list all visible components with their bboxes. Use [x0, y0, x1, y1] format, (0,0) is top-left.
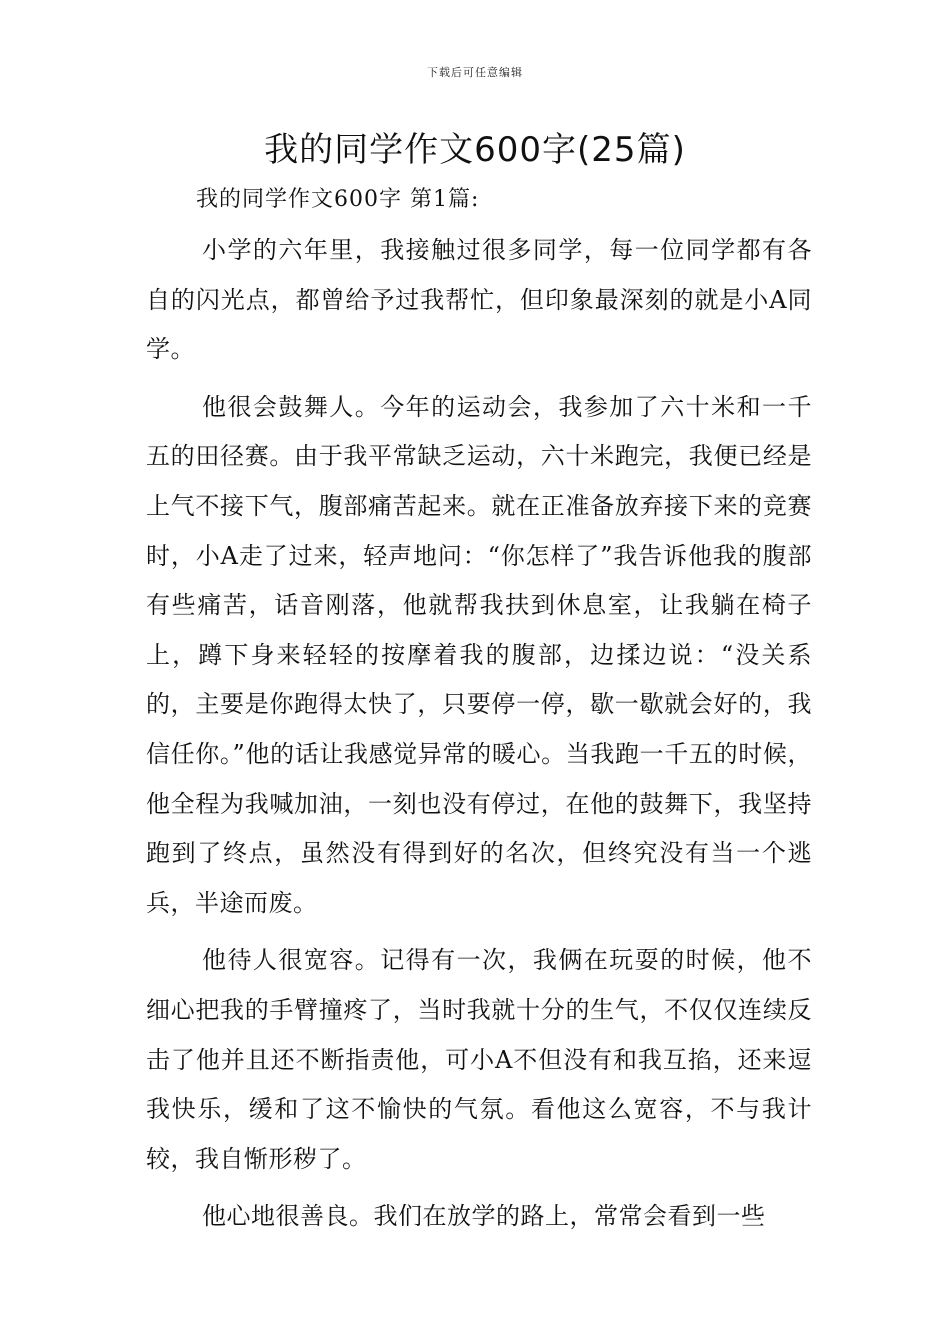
- paragraph: 他心地很善良。我们在放学的路上，常常会看到一些: [202, 1202, 766, 1231]
- header-note: 下载后可任意编辑: [427, 66, 523, 79]
- section-subheading: 我的同学作文600字 第1篇:: [196, 187, 480, 212]
- paragraph: 他很会鼓舞人。今年的运动会，我参加了六十米和一千五的田径赛。由于我平常缺乏运动，六十米跑完，我便已经是上气不接下气，腹部痛苦起来。就在正准备放弃接下来的竞赛时，小A走了过来，轻声地问：“你怎样了”我告诉他我的腹部有些痛苦，话音刚落，他就帮我扶到休息室，让我躺在椅子上，蹲下身来轻轻的按摩着我的腹部，边揉边说：“没关系的，主要是你跑得太快了，只要停一停，歇一歇就会好的，我信任你。”他的话让我感觉异常的暖心。当我跑一千五的时候，他全程为我喊加油，一刻也没有停过，在他的鼓舞下，我坚持跑到了终点，虽然没有得到好的名次，但终究没有当一个逃兵，半途而废。: [146, 392, 812, 917]
- paragraph: 小学的六年里，我接触过很多同学，每一位同学都有各自的闪光点，都曾给予过我帮忙，但印象最深刻的就是小A同学。: [146, 236, 812, 364]
- paragraph: 他待人很宽容。记得有一次，我俩在玩耍的时候，他不细心把我的手臂撞疼了，当时我就十分的生气，不仅仅连续反击了他并且还不断指责他，可小A不但没有和我互掐，还来逗我快乐，缓和了这不愉快的气氛。看他这么宽容，不与我计较，我自惭形秽了。: [146, 946, 812, 1173]
- document-body: [146, 226, 812, 1250]
- document-title: 我的同学作文600字(25篇): [264, 130, 686, 170]
